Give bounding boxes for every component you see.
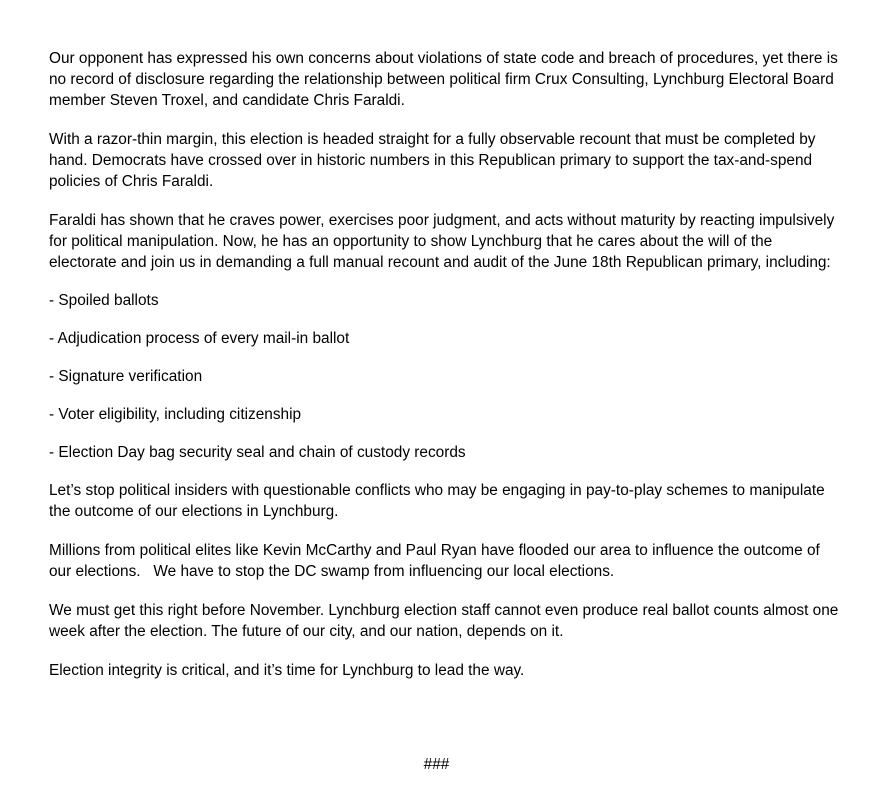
list-item-voter-eligibility: - Voter eligibility, including citizenship bbox=[49, 406, 302, 423]
paragraph-before-november: We must get this right before November. Lynchburg election staff cannot even produce real ballot counts almost one week after the election. The future of our city, and our nation, depends on it. bbox=[49, 602, 839, 640]
paragraph-political-insiders: Let’s stop political insiders with questionable conflicts who may be engaging in pay-to-play schemes to manipulate the outcome of our elections in Lynchburg. bbox=[49, 482, 825, 520]
list-item-adjudication: - Adjudication process of every mail-in ballot bbox=[49, 330, 350, 347]
paragraph-recount-margin: With a razor-thin margin, this election is headed straight for a fully observable recount that must be completed by hand. Democrats have crossed over in historic numbers in this Republican primary to support the tax-and-spend policies of Chris Faraldi. bbox=[49, 131, 816, 190]
list-item-signature-verification: - Signature verification bbox=[49, 368, 203, 385]
paragraph-faraldi-demand: Faraldi has shown that he craves power, exercises poor judgment, and acts without maturity by reacting impulsively for political manipulation. Now, he has an opportunity to show Lynchburg that he cares about the will of the electorate and join us in demanding a full manual recount and audit of the June 18th Republican primary, including: bbox=[49, 212, 835, 271]
paragraph-election-integrity: Election integrity is critical, and it’s time for Lynchburg to lead the way. bbox=[49, 662, 525, 679]
end-of-document-mark: ### bbox=[423, 756, 450, 773]
paragraph-disclosure: Our opponent has expressed his own concerns about violations of state code and breach of procedures, yet there is no record of disclosure regarding the relationship between political firm Crux Consulting, Lynchburg Electoral Board member Steven Troxel, and candidate Chris Faraldi. bbox=[49, 50, 838, 109]
document-body bbox=[49, 48, 839, 698]
list-item-custody-records: - Election Day bag security seal and chain of custody records bbox=[49, 444, 466, 461]
paragraph-political-elites: Millions from political elites like Kevin McCarthy and Paul Ryan have flooded our area to influence the outcome of our elections. We have to stop the DC swamp from influencing our local elections. bbox=[49, 542, 825, 580]
list-item-spoiled-ballots: - Spoiled ballots bbox=[49, 292, 159, 309]
